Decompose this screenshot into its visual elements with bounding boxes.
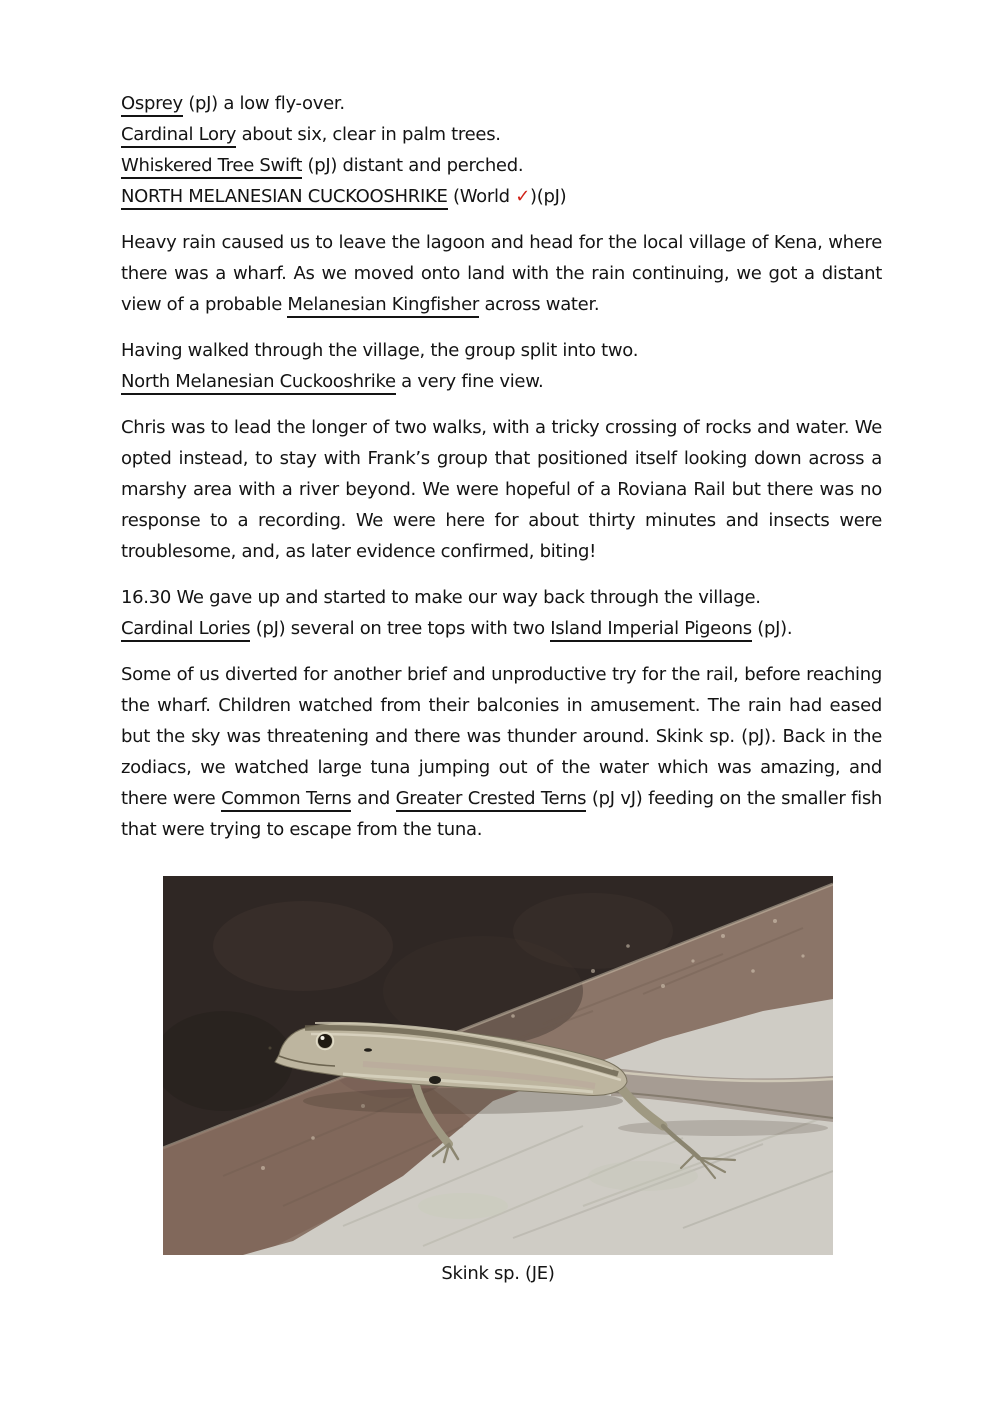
text-run: about six, clear in palm trees. bbox=[236, 124, 501, 145]
skink-photo-art bbox=[163, 876, 833, 1255]
skink-nostril bbox=[269, 1047, 272, 1050]
species-name: Greater Crested Terns bbox=[396, 788, 587, 812]
species-name: Common Terns bbox=[221, 788, 351, 812]
paragraph bbox=[121, 659, 882, 845]
skink-tail-shadow bbox=[618, 1120, 828, 1136]
paragraph bbox=[121, 227, 882, 320]
text-line bbox=[121, 88, 882, 119]
text-line bbox=[121, 119, 882, 150]
text-run: (pJ vJ) feeding on the smaller fish that were trying to escape from the tuna. bbox=[121, 788, 883, 840]
text-run: and bbox=[351, 788, 396, 809]
species-name: Cardinal Lory bbox=[121, 124, 236, 148]
species-name: Melanesian Kingfisher bbox=[287, 294, 479, 318]
skink-eye-highlight bbox=[321, 1036, 325, 1040]
document-text bbox=[121, 88, 882, 860]
skink-shoulder-spot bbox=[429, 1076, 441, 1084]
text-run: (pJ) a low fly-over. bbox=[182, 93, 345, 114]
species-name: Cardinal Lories bbox=[121, 618, 250, 642]
text-run: a very fine view. bbox=[395, 371, 544, 392]
text-line bbox=[121, 613, 882, 644]
skink-photo bbox=[163, 876, 833, 1255]
text-line bbox=[121, 366, 882, 397]
text-line bbox=[121, 335, 882, 366]
text-run: across water. bbox=[479, 294, 600, 315]
text-run: 16.30 We gave up and started to make our way back through the village. bbox=[121, 587, 761, 608]
text-line bbox=[121, 181, 882, 212]
species-name: NORTH MELANESIAN CUCKOOSHRIKE bbox=[121, 186, 448, 210]
line-group bbox=[121, 88, 882, 212]
paragraph bbox=[121, 412, 882, 567]
text-run: Heavy rain caused us to leave the lagoon and head for the local village of Kena, where there was a wharf. As we moved onto land with the rain continuing, we got a distant view of a probable bbox=[121, 232, 882, 315]
text-run: (World bbox=[447, 186, 516, 207]
text-run: Having walked through the village, the group split into two. bbox=[121, 340, 639, 361]
text-line bbox=[121, 582, 882, 613]
photo-caption: Skink sp. (JE) bbox=[441, 1263, 555, 1284]
text-run: (pJ). bbox=[751, 618, 793, 639]
line-group bbox=[121, 335, 882, 397]
species-name: Whiskered Tree Swift bbox=[121, 155, 302, 179]
skink-eye bbox=[318, 1034, 332, 1048]
text-run: (pJ) several on tree tops with two bbox=[250, 618, 551, 639]
species-name: Island Imperial Pigeons bbox=[550, 618, 752, 642]
text-run: Some of us diverted for another brief and unproductive try for the rail, before reaching the wharf. Children watched from their balconies in amusement. The rain had eased but the sky was threatening and there was thunder around. Skink sp. (pJ). Back in the zodiacs, we watched large tuna jumping out of the water which was amazing, and there were bbox=[121, 664, 882, 809]
text-line bbox=[121, 150, 882, 181]
world-tick-icon: ✓ bbox=[515, 186, 530, 207]
text-run: Chris was to lead the longer of two walks, with a tricky crossing of rocks and water. We opted instead, to stay with Frank’s group that positioned itself looking down across a marshy area with a river beyond. We were hopeful of a Roviana Rail but there was no response to a recording. We were here for about thirty minutes and insects were troublesome, and, as later evidence confirmed, biting! bbox=[121, 417, 882, 562]
skink-photo-figure bbox=[163, 876, 833, 1284]
line-group bbox=[121, 582, 882, 644]
species-name: Osprey bbox=[121, 93, 183, 117]
text-run: )(pJ) bbox=[530, 186, 567, 207]
skink-ear-mark bbox=[364, 1048, 372, 1052]
text-run: (pJ) distant and perched. bbox=[302, 155, 524, 176]
species-name: North Melanesian Cuckooshrike bbox=[121, 371, 396, 395]
